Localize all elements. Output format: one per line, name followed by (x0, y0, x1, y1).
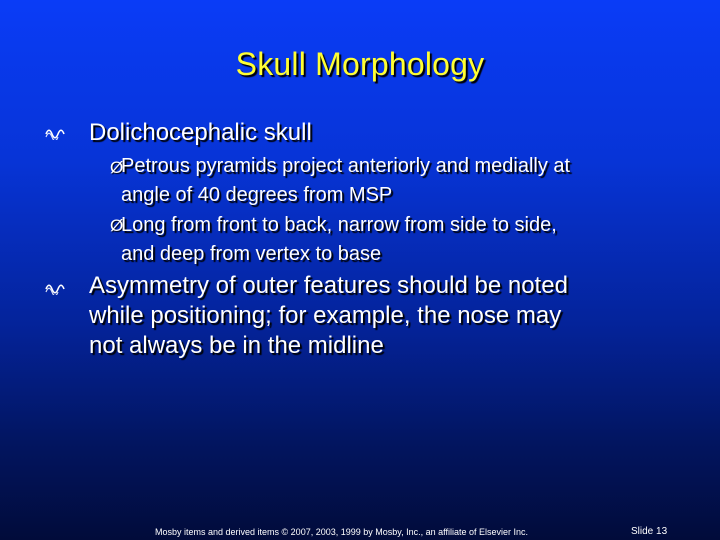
sub-bullet-line: Long from front to back, narrow from side to side, (121, 214, 557, 236)
slide-title: Skull Morphology (235, 46, 485, 82)
sub-bullet-text (121, 211, 681, 269)
arrow-bullet-icon: Ø (110, 216, 124, 235)
bullet-text: Dolichocephalic skull (89, 119, 312, 146)
sub-bullet-line: angle of 40 degrees from MSP (121, 184, 393, 206)
wavy-bullet-icon (45, 127, 65, 147)
copyright-footer: Mosby items and derived items © 2007, 2003, 1999 by Mosby, Inc., an affiliate of Elsevier Inc. (155, 527, 528, 537)
sub-bullet-line: Petrous pyramids project anteriorly and medially at (121, 155, 571, 177)
bullet-line: not always be in the midline (89, 332, 384, 359)
bullet-line: Asymmetry of outer features should be noted (89, 272, 568, 299)
arrow-bullet-icon: Ø (110, 158, 124, 177)
bullet-text (89, 271, 568, 361)
sub-bullet-text (121, 152, 681, 210)
wavy-bullet-icon (45, 282, 65, 302)
sub-bullet-line: and deep from vertex to base (121, 243, 382, 265)
bullet-line: while positioning; for example, the nose may (89, 302, 562, 329)
slide-number: Slide 13 (631, 526, 668, 537)
